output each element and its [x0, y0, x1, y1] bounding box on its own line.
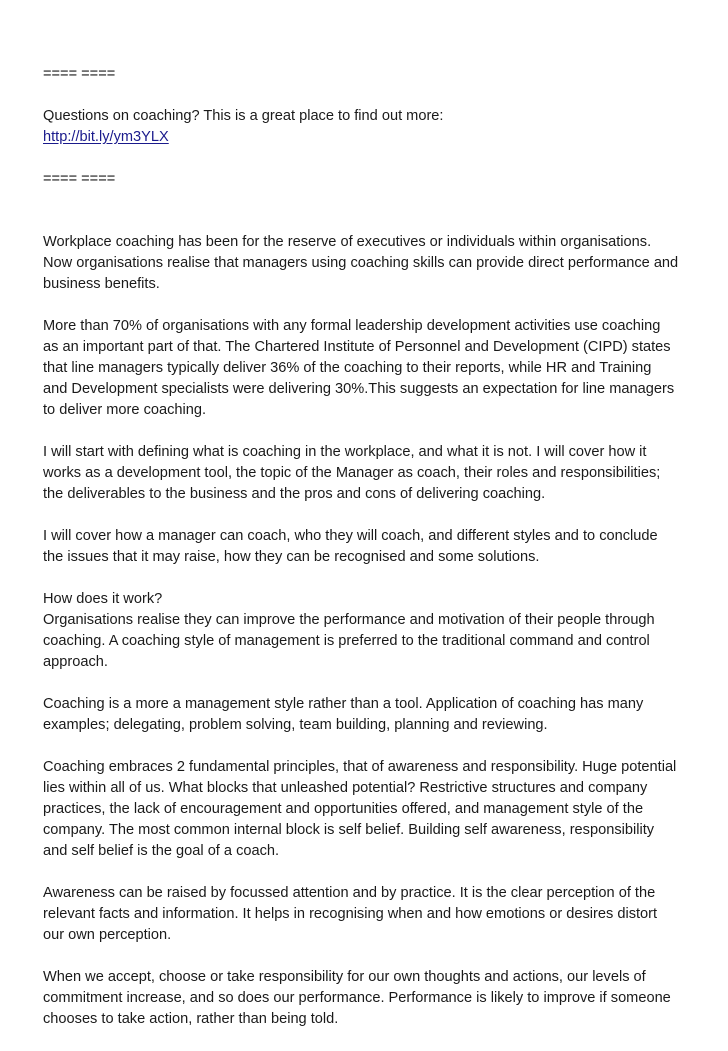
- text-line: How does it work?: [43, 591, 163, 607]
- text-line: I will cover how a manager can coach, who they will coach, and different styles and to conclude: [43, 528, 658, 544]
- text-line: Coaching embraces 2 fundamental principles, that of awareness and responsibility. Huge potential: [43, 759, 677, 775]
- text-line: company. The most common internal block is self belief. Building self awareness, responsibility: [43, 822, 655, 838]
- text-line: and self belief is the goal of a coach.: [43, 843, 280, 859]
- question-text: Questions on coaching? This is a great place to find out more:: [43, 108, 444, 124]
- text-line: Organisations realise they can improve the performance and motivation of their people through: [43, 612, 655, 628]
- separator-text: ==== ====: [43, 66, 116, 82]
- paragraph: [43, 442, 693, 505]
- paragraph: [43, 883, 693, 946]
- text-line: the deliverables to the business and the pros and cons of delivering coaching.: [43, 486, 546, 502]
- spacer: [43, 211, 693, 232]
- text-line: practices, the lack of encouragement and opportunities offered, and management style of the: [43, 801, 644, 817]
- body-paragraphs: [43, 232, 693, 1030]
- paragraph: [43, 526, 693, 568]
- text-line: coaching. A coaching style of management is preferred to the traditional command and control: [43, 633, 650, 649]
- paragraph: [43, 232, 693, 295]
- separator-text: ==== ====: [43, 171, 116, 187]
- text-line: Now organisations realise that managers using coaching skills can provide direct performance and: [43, 255, 679, 271]
- text-line: business benefits.: [43, 276, 160, 292]
- text-line: approach.: [43, 654, 108, 670]
- text-line: relevant facts and information. It helps in recognising when and how emotions or desires distort: [43, 906, 658, 922]
- text-line: chooses to take action, rather than being told.: [43, 1011, 339, 1027]
- separator-bottom: [43, 169, 693, 190]
- text-line: More than 70% of organisations with any formal leadership development activities use coaching: [43, 318, 661, 334]
- text-line: lies within all of us. What blocks that unleashed potential? Restrictive structures and company: [43, 780, 648, 796]
- text-line: Workplace coaching has been for the reserve of executives or individuals within organisations.: [43, 234, 652, 250]
- coaching-link[interactable]: http://bit.ly/ym3YLX: [43, 129, 169, 145]
- text-line: as an important part of that. The Chartered Institute of Personnel and Development (CIPD) states: [43, 339, 671, 355]
- text-line: Awareness can be raised by focussed attention and by practice. It is the clear perception of the: [43, 885, 656, 901]
- paragraph: [43, 316, 693, 421]
- separator-top: [43, 64, 693, 85]
- text-line: I will start with defining what is coaching in the workplace, and what it is not. I will cover how it: [43, 444, 647, 460]
- text-line: commitment increase, and so does our performance. Performance is likely to improve if someone: [43, 990, 671, 1006]
- text-line: to deliver more coaching.: [43, 402, 207, 418]
- paragraph: [43, 967, 693, 1030]
- text-line: and Development specialists were delivering 30%.This suggests an expectation for line managers: [43, 381, 675, 397]
- text-line: that line managers typically deliver 36% of the coaching to their reports, while HR and Training: [43, 360, 652, 376]
- paragraph: [43, 757, 693, 862]
- text-line: examples; delegating, problem solving, team building, planning and reviewing.: [43, 717, 548, 733]
- text-line: our own perception.: [43, 927, 172, 943]
- text-line: Coaching is a more a management style rather than a tool. Application of coaching has many: [43, 696, 644, 712]
- coaching-question-block: [43, 106, 693, 148]
- link-line: [43, 127, 693, 148]
- text-line: the issues that it may raise, how they can be recognised and some solutions.: [43, 549, 540, 565]
- paragraph: [43, 589, 693, 673]
- text-line: works as a development tool, the topic of the Manager as coach, their roles and responsibilities;: [43, 465, 661, 481]
- text-line: When we accept, choose or take responsibility for our own thoughts and actions, our levels of: [43, 969, 646, 985]
- paragraph: [43, 694, 693, 736]
- document-page: [43, 64, 693, 1051]
